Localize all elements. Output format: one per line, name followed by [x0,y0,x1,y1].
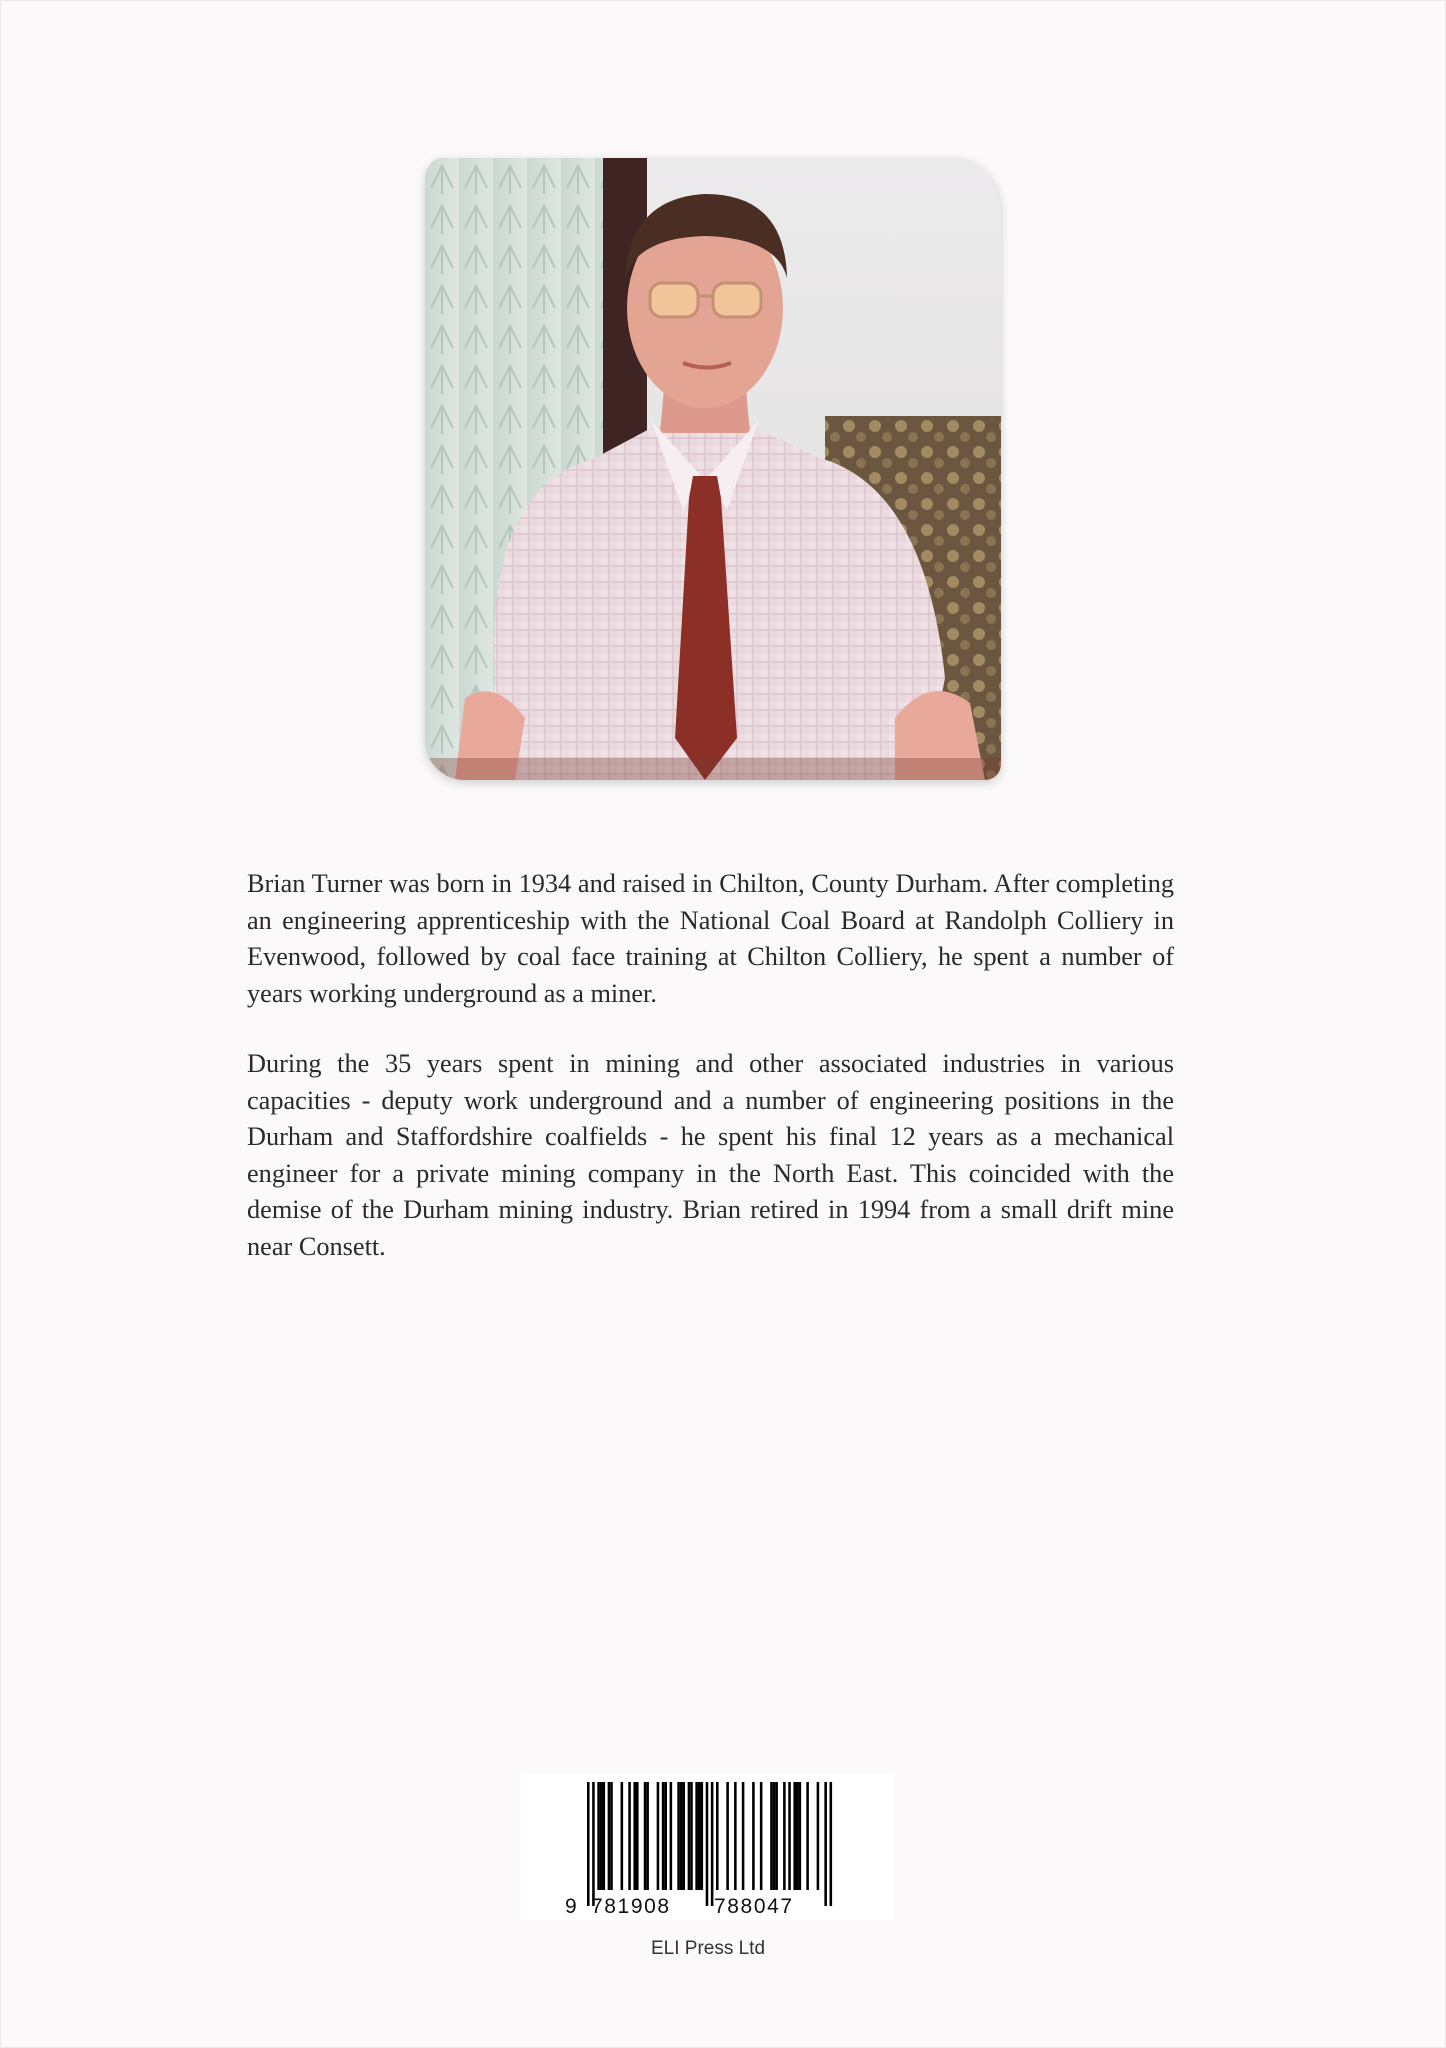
publisher-name: ELI Press Ltd [650,1938,766,1959]
isbn-barcode [521,1774,895,1920]
author-biography [247,866,1174,1299]
isbn-group-1: 781908 [591,1895,671,1918]
bio-paragraph: Brian Turner was born in 1934 and raised in Chilton, County Durham. After completing an engineering apprenticeship with the National Coal Board at Randolph Colliery in Evenwood, followed by coal face training at Chilton Colliery, he spent a number of years working underground as a miner. [247,869,1174,1008]
isbn-group-2: 788047 [714,1895,794,1918]
author-portrait-image [425,158,1001,780]
author-photo [425,158,1001,780]
isbn-lead-digit: 9 [565,1895,577,1918]
isbn-number [521,1774,895,1920]
bio-paragraph: During the 35 years spent in mining and other associated industries in various capacities - deputy work underground and a number of engineering positions in the Durham and Staffordshire coalfields - he spent his final 12 years as a mechanical engineer for a private mining company in the North East. This coincided with the demise of the Durham mining industry. Brian retired in 1994 from a small drift mine near Consett. [247,1049,1174,1261]
